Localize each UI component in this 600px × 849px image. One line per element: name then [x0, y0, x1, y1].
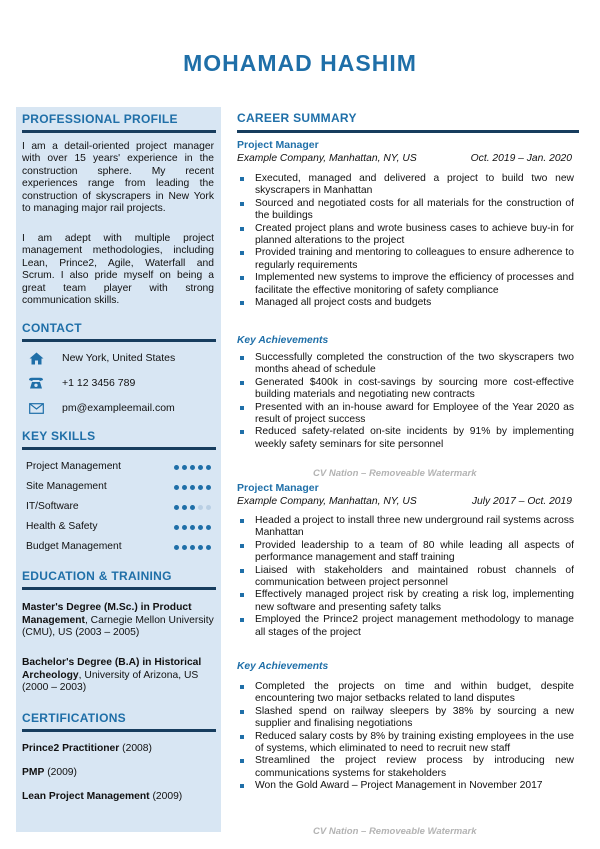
certifications-heading: CERTIFICATIONS: [22, 711, 216, 732]
career-heading: CAREER SUMMARY: [237, 111, 579, 133]
rating-dot-filled: [206, 465, 211, 470]
rating-dot-filled: [174, 545, 179, 550]
key-achievements-heading: Key Achievements: [237, 335, 329, 346]
sidebar: [16, 107, 221, 832]
job-company: Example Company, Manhattan, NY, US: [237, 496, 417, 507]
skill-row: [26, 541, 211, 552]
envelope-icon: [28, 401, 44, 415]
contact-email-text: pm@exampleemail.com: [62, 402, 175, 414]
skill-row: [26, 521, 211, 532]
education-degree: Bachelor's Degree (B.A) in Historical Archeology: [22, 657, 202, 681]
bullet-item: Liaised with stakeholders and maintained robust channels of communication between project personnel: [237, 565, 574, 590]
profile-paragraph-2: I am adept with multiple project management methodologies, including Lean, Prince2, Agile, Waterfall and Scrum. I also pride myself on being a great team player with strong communication skills.: [22, 233, 214, 307]
skill-row: [26, 481, 211, 492]
education-detail: , University of Arizona, US (2000 – 2003): [22, 669, 199, 694]
rating-dot-filled: [182, 545, 187, 550]
bullet-item: Provided training and mentoring to colleagues to ensure adherence to regularly requirements: [237, 247, 574, 272]
job-responsibilities: [237, 515, 574, 639]
rating-dot-filled: [198, 545, 203, 550]
rating-dot-empty: [198, 505, 203, 510]
rating-dot-empty: [206, 505, 211, 510]
profile-heading: PROFESSIONAL PROFILE: [22, 112, 216, 133]
rating-dot-filled: [174, 465, 179, 470]
rating-dot-filled: [174, 485, 179, 490]
certification-year: (2009): [149, 791, 183, 802]
contact-email: [28, 401, 175, 415]
skill-row: [26, 501, 211, 512]
certification-year: (2008): [119, 743, 152, 754]
education-detail: , Carnegie Mellon University (CMU), US (2003 – 2005): [22, 614, 214, 639]
skill-label: Project Management: [26, 461, 122, 472]
bullet-item: Implemented new systems to improve the efficiency of processes and facilitate the effective monitoring of safety compliance: [237, 272, 574, 297]
education-degree: Master's Degree (M.Sc.) in Product Management: [22, 602, 192, 626]
skill-label: IT/Software: [26, 501, 79, 512]
skill-label: Budget Management: [26, 541, 122, 552]
bullet-item: Employed the Prince2 project management methodology to manage all stages of the project: [237, 614, 574, 639]
rating-dot-filled: [206, 485, 211, 490]
bullet-item: Generated $400k in cost-savings by sourcing more cost-effective building materials and negotiating new contracts: [237, 377, 574, 402]
bullet-item: Slashed spend on railway sleepers by 38% by sourcing a new supplier and finalising negotiations: [237, 706, 574, 731]
rating-dot-filled: [190, 525, 195, 530]
education-item-2: [22, 657, 214, 695]
education-item-1: [22, 602, 214, 640]
certification-name: PMP: [22, 767, 45, 778]
rating-dot-filled: [206, 525, 211, 530]
contact-phone-text: +1 12 3456 789: [62, 377, 136, 389]
rating-dot-filled: [182, 465, 187, 470]
candidate-name: MOHAMAD HASHIM: [183, 50, 417, 76]
contact-phone: [28, 376, 135, 390]
rating-dot-filled: [190, 485, 195, 490]
job-dates: July 2017 – Oct. 2019: [471, 496, 572, 507]
bullet-item: Effectively managed project risk by creating a risk log, implementing new software and presenting safety talks: [237, 589, 574, 614]
contact-location-text: New York, United States: [62, 352, 176, 364]
rating-dot-filled: [206, 545, 211, 550]
contact-location: [28, 351, 175, 365]
skill-rating: [174, 501, 211, 512]
bullet-item: Reduced salary costs by 8% by training existing employees in the use of systems, which eliminated to need to recruit new staff: [237, 731, 574, 756]
job-title: Project Manager: [237, 139, 319, 151]
bullet-item: Successfully completed the construction of the two skyscrapers two months ahead of schedule: [237, 352, 574, 377]
key-achievements-heading: Key Achievements: [237, 661, 329, 672]
job-dates: Oct. 2019 – Jan. 2020: [470, 153, 572, 164]
education-heading: EDUCATION & TRAINING: [22, 569, 216, 590]
rating-dot-filled: [182, 505, 187, 510]
skills-heading: KEY SKILLS: [22, 429, 216, 450]
bullet-item: Completed the projects on time and within budget, despite encountering two major setbacks related to land disputes: [237, 681, 574, 706]
job-responsibilities: [237, 173, 574, 309]
job-company-line: [237, 153, 572, 164]
skill-label: Site Management: [26, 481, 107, 492]
rating-dot-filled: [198, 465, 203, 470]
skill-rating: [174, 461, 211, 472]
rating-dot-filled: [190, 545, 195, 550]
contact-heading: CONTACT: [22, 321, 216, 342]
bullet-item: Provided leadership to a team of 80 while leading all aspects of performance management and staff training: [237, 540, 574, 565]
job-company-line: [237, 496, 572, 507]
certification-name: Prince2 Practitioner: [22, 743, 120, 754]
skill-rating: [174, 541, 211, 552]
certification-year: (2009): [44, 767, 77, 778]
rating-dot-filled: [198, 525, 203, 530]
bullet-item: Executed, managed and delivered a project to build two new skyscrapers in Manhattan: [237, 173, 574, 198]
watermark: CV Nation – Removeable Watermark: [313, 826, 477, 837]
rating-dot-filled: [174, 525, 179, 530]
job-company: Example Company, Manhattan, NY, US: [237, 153, 417, 164]
home-icon: [28, 351, 44, 365]
profile-paragraph-1: I am a detail-oriented project manager with over 15 years' experience in the construction sphere. My recent experiences range from leading the construction of skyscrapers in New York to managing major rail projects.: [22, 141, 214, 215]
rating-dot-filled: [174, 505, 179, 510]
skill-label: Health & Safety: [26, 521, 98, 532]
watermark: CV Nation – Removeable Watermark: [313, 468, 477, 479]
rating-dot-filled: [190, 505, 195, 510]
rating-dot-filled: [182, 525, 187, 530]
rating-dot-filled: [182, 485, 187, 490]
bullet-item: Managed all project costs and budgets: [237, 297, 574, 309]
certification-item: [22, 767, 77, 778]
rating-dot-filled: [198, 485, 203, 490]
job-achievements: [237, 681, 574, 793]
rating-dot-filled: [190, 465, 195, 470]
bullet-item: Headed a project to install three new underground rail systems across Manhattan: [237, 515, 574, 540]
job-achievements: [237, 352, 574, 451]
job-title: Project Manager: [237, 482, 319, 494]
skill-row: [26, 461, 211, 472]
phone-icon: [28, 376, 44, 390]
bullet-item: Won the Gold Award – Project Management in November 2017: [237, 780, 574, 792]
bullet-item: Presented with an in-house award for Employee of the Year 2020 as result of project success: [237, 402, 574, 427]
bullet-item: Reduced safety-related on-site incidents by 91% by implementing weekly safety seminars for site personnel: [237, 426, 574, 451]
bullet-item: Streamlined the project review process by introducing new communications systems for stakeholders: [237, 755, 574, 780]
certification-item: [22, 791, 182, 802]
certification-item: [22, 743, 152, 754]
bullet-item: Sourced and negotiated costs for all materials for the construction of the buildings: [237, 198, 574, 223]
bullet-item: Created project plans and wrote business cases to achieve buy-in for planned alterations to the project: [237, 223, 574, 248]
certification-name: Lean Project Management: [22, 791, 150, 802]
skill-rating: [174, 481, 211, 492]
skill-rating: [174, 521, 211, 532]
